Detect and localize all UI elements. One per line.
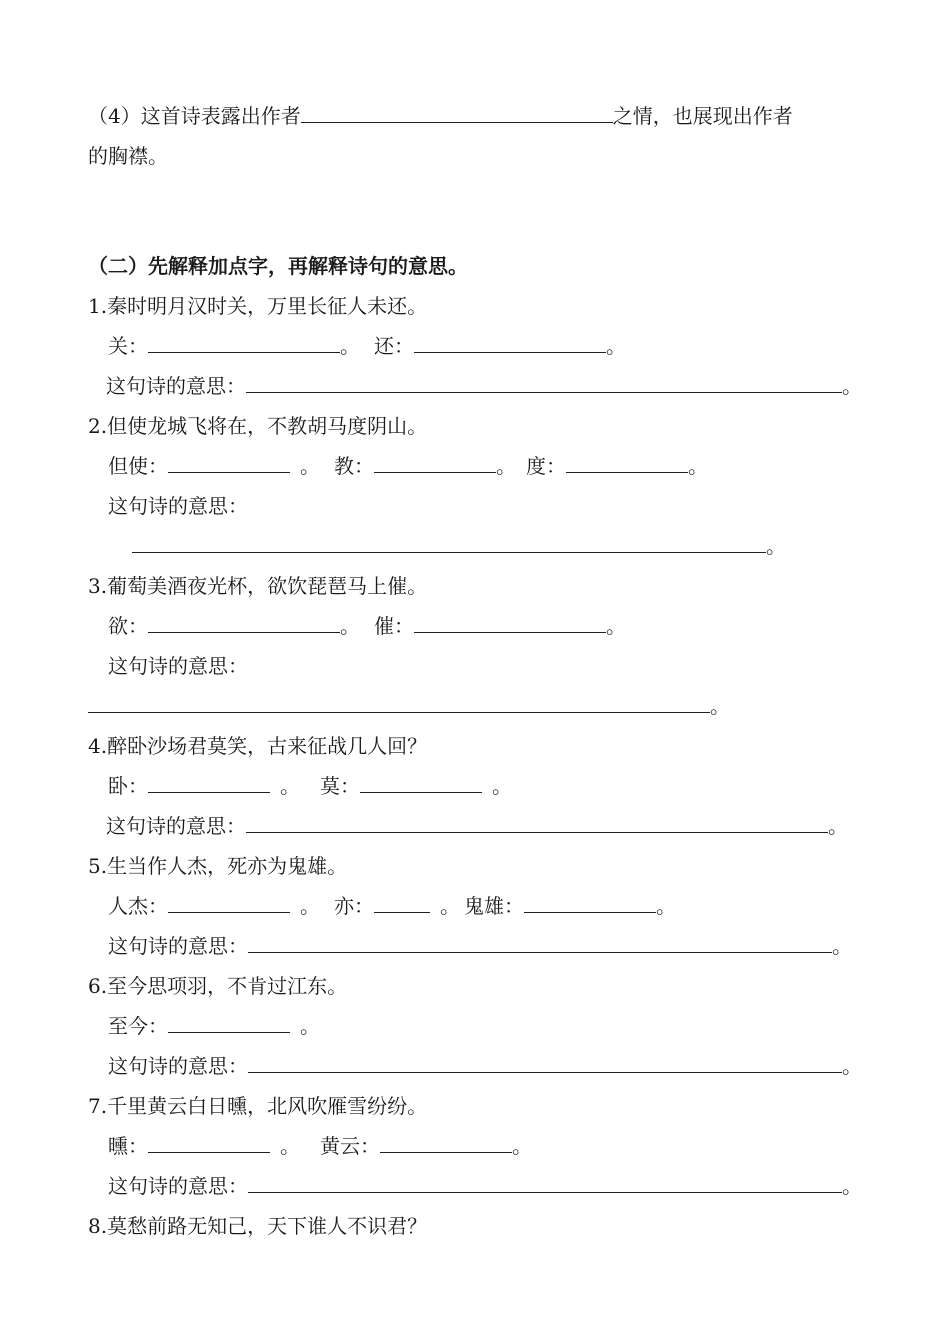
item1-poem-line: 1.秦时明月汉时关，万里长征人未还。 [88,294,428,318]
item5-word1-blank[interactable] [168,892,290,913]
item5-meaning-blank[interactable] [248,932,832,953]
item1-word2-blank[interactable] [414,332,606,353]
item4-words: 卧： 。 莫： 。 [108,774,512,798]
item2-meaning: 。 [132,532,786,560]
item7-word1-blank[interactable] [148,1132,270,1153]
item1-word1-blank[interactable] [148,332,340,353]
item6-poem-line: 6.至今思项羽，不肯过江东。 [88,974,348,998]
q4-line2: 的胸襟。 [88,144,168,168]
item4-meaning: 这句诗的意思： 。 [106,814,848,838]
item4-word1-blank[interactable] [148,772,270,793]
item2-word1-blank[interactable] [168,452,290,473]
item7-meaning: 这句诗的意思： 。 [108,1174,862,1198]
item3-word1-blank[interactable] [148,612,340,633]
item6-meaning: 这句诗的意思： 。 [108,1054,862,1078]
item5-poem-line: 5.生当作人杰，死亦为鬼雄。 [88,854,348,878]
item3-poem-line: 3.葡萄美酒夜光杯，欲饮琵琶马上催。 [88,574,428,598]
item5-meaning: 这句诗的意思： 。 [108,934,852,958]
item7-word2-blank[interactable] [380,1132,512,1153]
item8-poem-line: 8.莫愁前路无知己，天下谁人不识君？ [88,1214,428,1238]
section2-heading: （二）先解释加点字，再解释诗句的意思。 [88,254,468,278]
item2-word2-blank[interactable] [374,452,496,473]
item5-word3-blank[interactable] [524,892,656,913]
item1-meaning-blank[interactable] [246,372,842,393]
item3-words: 欲： 。 催： 。 [108,614,626,638]
item2-meaning-blank[interactable] [132,532,766,553]
item5-word2-blank[interactable] [374,892,430,913]
item2-word3-blank[interactable] [566,452,688,473]
item7-meaning-blank[interactable] [248,1172,842,1193]
item3-meaning-label: 这句诗的意思： [108,654,248,678]
item4-word2-blank[interactable] [360,772,482,793]
item6-word1-blank[interactable] [168,1012,290,1033]
item3-word2-blank[interactable] [414,612,606,633]
item2-meaning-label: 这句诗的意思： [108,494,248,518]
item7-poem-line: 7.千里黄云白日曛，北风吹雁雪纷纷。 [88,1094,428,1118]
item6-words: 至今： 。 [108,1014,320,1038]
item3-meaning-blank[interactable] [88,692,710,713]
item7-words: 曛： 。 黄云： 。 [108,1134,532,1158]
item2-poem-line: 2.但使龙城飞将在，不教胡马度阴山。 [88,414,428,438]
q4-suffix: 之情，也展现出作者 [612,104,793,128]
item3-meaning: 。 [88,692,730,720]
item1-meaning: 这句诗的意思： 。 [106,374,862,398]
item5-words: 人杰： 。 亦： 。 鬼雄： 。 [108,894,676,918]
item1-words: 关： 。 还： 。 [108,334,626,358]
q4-line1 [88,102,793,130]
q4-answer-blank[interactable] [301,102,613,123]
item6-meaning-blank[interactable] [248,1052,842,1073]
item4-meaning-blank[interactable] [246,812,828,833]
q4-prefix: （4）这首诗表露出作者 [88,104,301,128]
item2-words: 但使： 。 教： 。 度： 。 [108,454,708,478]
item4-poem-line: 4.醉卧沙场君莫笑，古来征战几人回？ [88,734,428,758]
